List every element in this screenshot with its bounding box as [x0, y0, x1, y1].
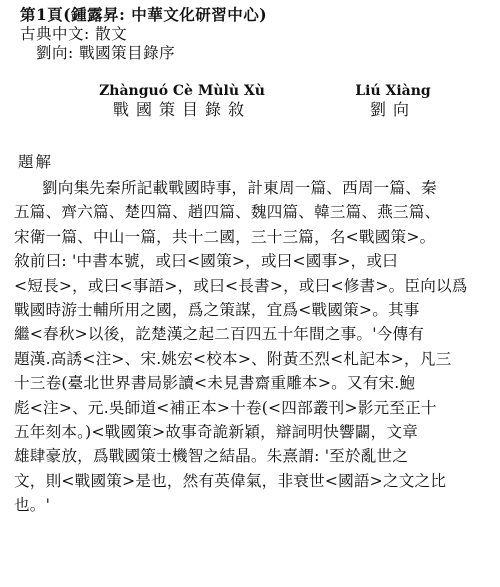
body-line: 雄肆豪放，爲戰國策士機智之結晶。朱熹謂: '至於亂世之 — [14, 447, 409, 466]
title-author-hanzi: 劉向 — [369, 100, 416, 119]
body-line: <短長>，或曰<事語>，或曰<長書>，或曰<修書>。臣向以爲 — [14, 276, 468, 295]
page-header-work: 劉向: 戰國策目錄序 — [36, 44, 176, 62]
body-line: 宋衛一篇、中山一篇，共十二國，三十三篇，名<戰國策>。 — [14, 227, 436, 246]
body-line: 繼<春秋>以後，訖楚漢之起二百四五十年間之事。'今傳有 — [14, 325, 425, 344]
body-line: 十三卷(臺北世界書局影讀<未見書齋重雕本>。又有宋.鮑 — [14, 374, 416, 393]
body-line: 戰國時游士輔所用之國，爲之策謀，宜爲<戰國策>。其事 — [14, 300, 420, 319]
body-line: 五年刻本。)<戰國策>故事奇詭新穎，辯詞明快響闢，文章 — [14, 422, 419, 441]
title-work-hanzi: 戰國策目錄敘 — [112, 100, 251, 119]
title-work — [90, 83, 274, 120]
title-author-pinyin: Liú Xiàng — [355, 83, 431, 99]
body-line: 彪<注>、元.吳師道<補正本>十卷(<四部叢刊>影元至正十 — [14, 398, 437, 417]
body-line: 五篇、齊六篇、楚四篇、趙四篇、魏四篇、韓三篇、燕三篇、 — [14, 203, 441, 222]
body-line: 文，則<戰國策>是也，然有英偉氣，非衰世<國語>之文之比 — [14, 471, 447, 490]
title-work-pinyin: Zhànguó Cè Mùlù Xù — [99, 83, 265, 99]
body-paragraph — [14, 176, 494, 517]
body-line: 也。' — [14, 496, 51, 515]
section-heading: 題解 — [18, 153, 54, 171]
page-header-source: 第1頁(鍾露昇: 中華文化研習中心) — [20, 5, 268, 24]
body-line: 題漢.高誘<注>、宋.姚宏<校本>、附黃丕烈<札記本>，凡三 — [14, 349, 452, 368]
body-line: 敘前曰: '中書本號，或曰<國策>，或曰<國事>，或曰 — [14, 252, 399, 271]
title-author — [340, 83, 446, 120]
page-header-category: 古典中文: 散文 — [20, 25, 128, 43]
body-line: 劉向集先秦所記載戰國時事，計東周一篇、西周一篇、秦 — [42, 179, 437, 197]
